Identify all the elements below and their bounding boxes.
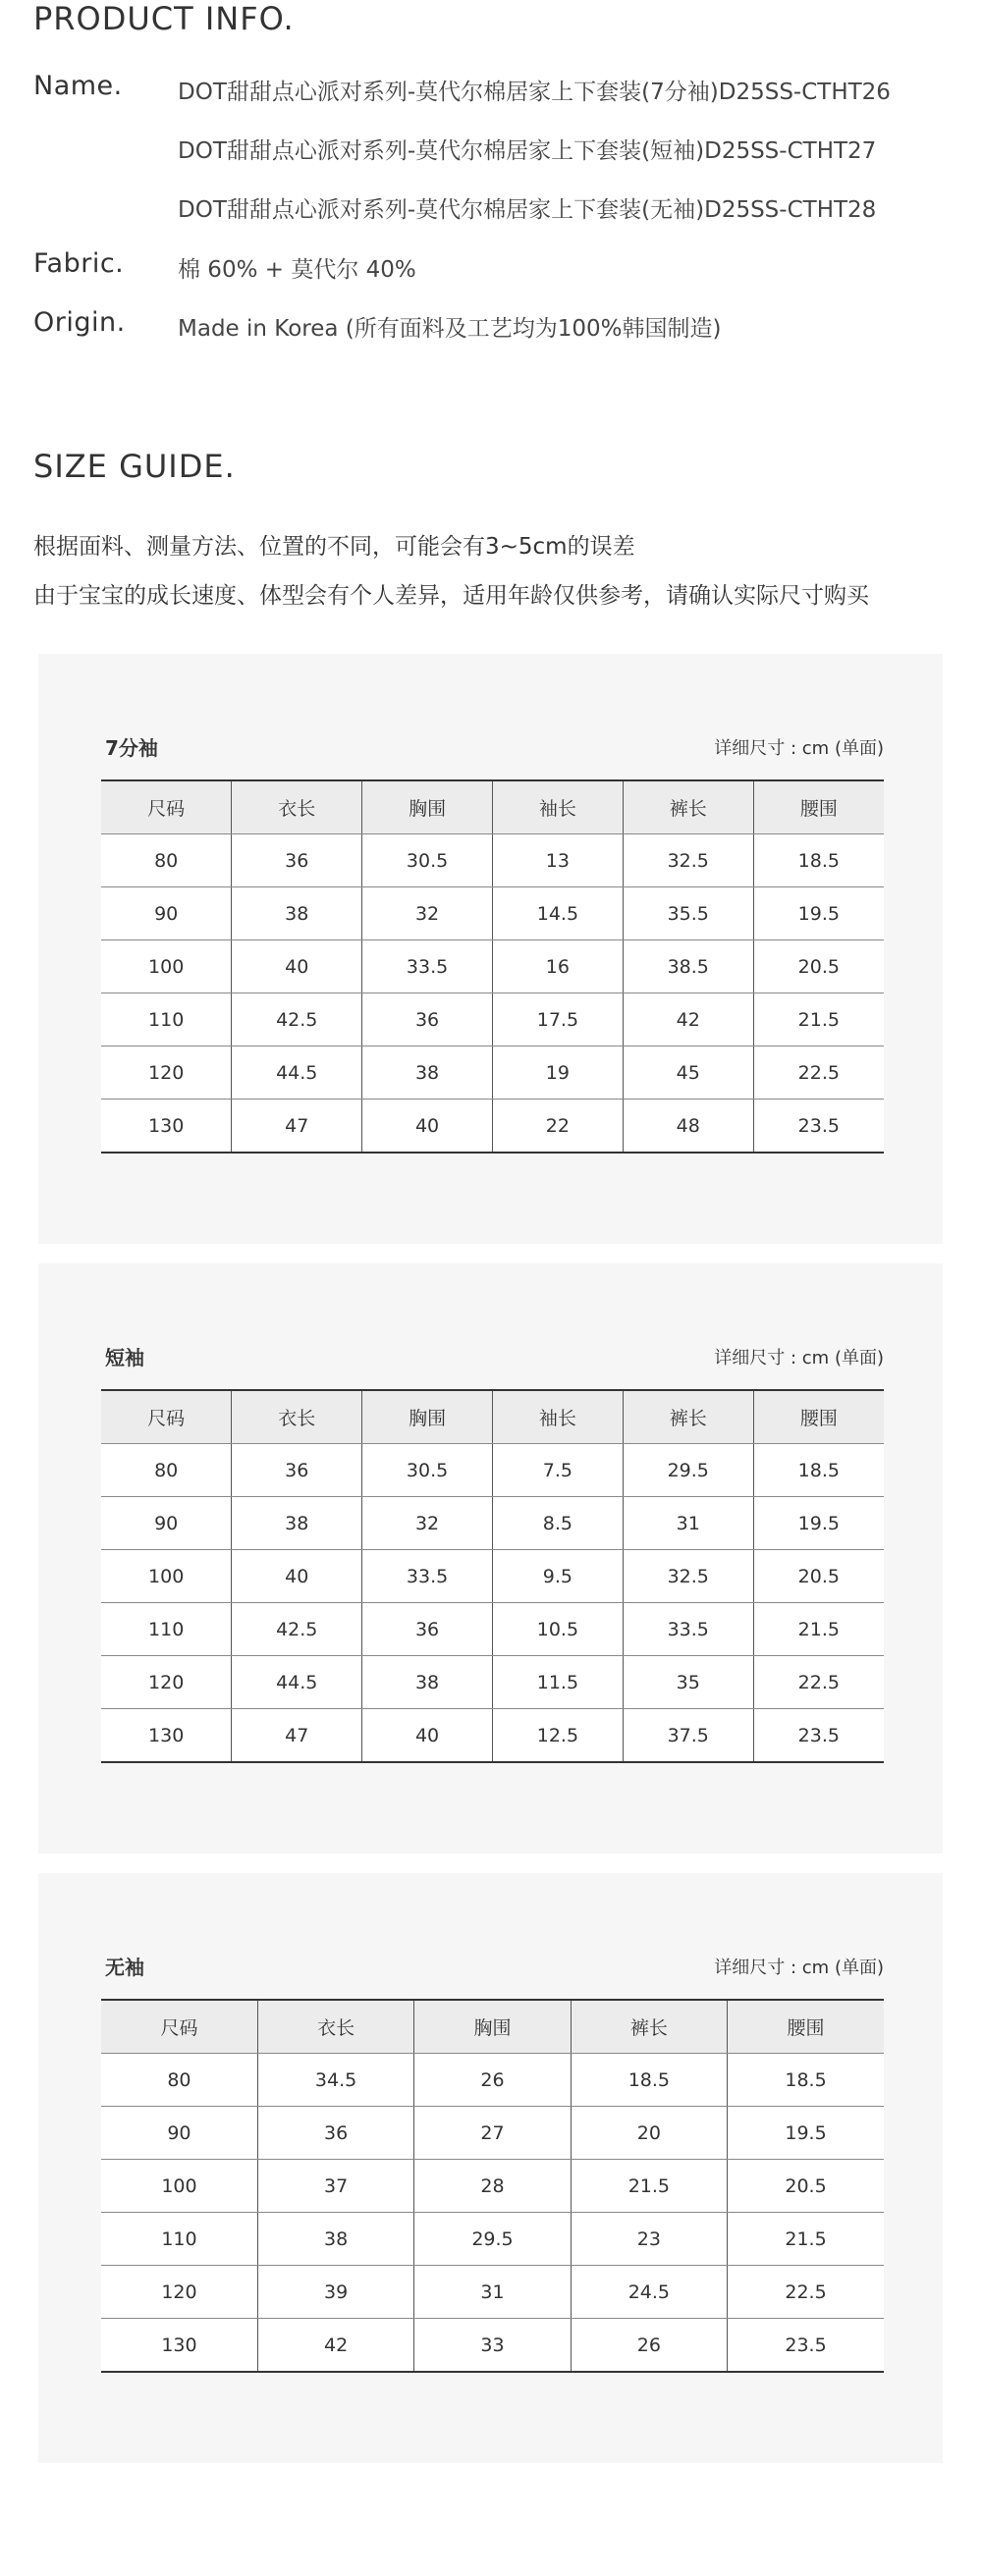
- table-cell: 18.5: [753, 1444, 884, 1497]
- table-cell: 36: [362, 1603, 493, 1656]
- column-header: 衣长: [232, 1390, 362, 1444]
- table-cell: 21.5: [753, 1603, 884, 1656]
- table-cell: 40: [232, 940, 362, 993]
- table-cell: 32.5: [623, 1550, 753, 1603]
- column-header: 裤长: [623, 1390, 753, 1444]
- table-row: [101, 887, 884, 940]
- table-cell: 38: [257, 2213, 413, 2266]
- product-name-1: DOT甜甜点心派对系列-莫代尔棉居家上下套装(7分袖)D25SS-CTHT26: [178, 80, 891, 105]
- column-header: 胸围: [362, 780, 493, 834]
- column-header: 胸围: [414, 2000, 571, 2054]
- table-cell: 20.5: [728, 2160, 884, 2213]
- table-cell: 23.5: [728, 2319, 884, 2373]
- table-row: [101, 2213, 884, 2266]
- size-table-title: 7分袖: [105, 736, 158, 760]
- table-cell: 37: [257, 2160, 413, 2213]
- table-cell: 22: [492, 1100, 623, 1154]
- table-cell: 38: [362, 1656, 493, 1709]
- table-cell: 21.5: [571, 2160, 727, 2213]
- size-table-title: 无袖: [105, 1956, 144, 1979]
- table-header-row: [101, 1390, 884, 1444]
- table-cell: 40: [362, 1709, 493, 1763]
- table-cell: 22.5: [753, 1046, 884, 1100]
- table-cell: 12.5: [492, 1709, 623, 1763]
- table-cell: 80: [101, 834, 232, 887]
- table-cell: 19.5: [728, 2107, 884, 2160]
- size-table: [101, 1999, 884, 2373]
- column-header: 裤长: [571, 2000, 727, 2054]
- table-cell: 27: [414, 2107, 571, 2160]
- table-cell: 19.5: [753, 1497, 884, 1550]
- fabric-label: Fabric.: [33, 248, 125, 279]
- table-cell: 110: [101, 2213, 257, 2266]
- table-cell: 100: [101, 2160, 257, 2213]
- table-cell: 24.5: [571, 2266, 727, 2319]
- table-cell: 7.5: [492, 1444, 623, 1497]
- table-cell: 130: [101, 2319, 257, 2373]
- table-cell: 23: [571, 2213, 727, 2266]
- table-cell: 17.5: [492, 993, 623, 1046]
- table-cell: 30.5: [362, 834, 493, 887]
- table-row: [101, 834, 884, 887]
- table-cell: 39: [257, 2266, 413, 2319]
- table-cell: 36: [232, 834, 362, 887]
- table-cell: 35.5: [623, 887, 753, 940]
- table-cell: 26: [571, 2319, 727, 2373]
- table-cell: 47: [232, 1100, 362, 1154]
- table-header-row: [101, 780, 884, 834]
- table-cell: 28: [414, 2160, 571, 2213]
- table-cell: 90: [101, 887, 232, 940]
- table-cell: 8.5: [492, 1497, 623, 1550]
- table-row: [101, 2107, 884, 2160]
- column-header: 衣长: [232, 780, 362, 834]
- column-header: 尺码: [101, 1390, 232, 1444]
- size-table-unit: 详细尺寸 : cm (单面): [714, 738, 884, 759]
- table-cell: 90: [101, 1497, 232, 1550]
- table-row: [101, 1550, 884, 1603]
- table-cell: 38: [232, 887, 362, 940]
- table-row: [101, 1709, 884, 1763]
- table-cell: 40: [232, 1550, 362, 1603]
- size-table: [101, 1389, 884, 1763]
- table-cell: 20: [571, 2107, 727, 2160]
- table-cell: 29.5: [414, 2213, 571, 2266]
- table-cell: 38: [232, 1497, 362, 1550]
- table-cell: 38.5: [623, 940, 753, 993]
- size-table-title: 短袖: [105, 1346, 144, 1369]
- table-row: [101, 1100, 884, 1154]
- table-row: [101, 2160, 884, 2213]
- size-table: [101, 779, 884, 1154]
- column-header: 腰围: [753, 1390, 884, 1444]
- table-cell: 38: [362, 1046, 493, 1100]
- table-cell: 19.5: [753, 887, 884, 940]
- table-cell: 18.5: [571, 2054, 727, 2107]
- column-header: 衣长: [257, 2000, 413, 2054]
- table-cell: 120: [101, 1656, 232, 1709]
- column-header: 尺码: [101, 780, 232, 834]
- origin-label: Origin.: [33, 307, 126, 338]
- column-header: 裤长: [623, 780, 753, 834]
- table-cell: 37.5: [623, 1709, 753, 1763]
- table-row: [101, 1656, 884, 1709]
- table-cell: 13: [492, 834, 623, 887]
- size-table-unit: 详细尺寸 : cm (单面): [714, 1348, 884, 1368]
- table-row: [101, 2319, 884, 2373]
- table-cell: 18.5: [728, 2054, 884, 2107]
- table-cell: 33.5: [362, 940, 493, 993]
- column-header: 袖长: [492, 1390, 623, 1444]
- table-cell: 32: [362, 1497, 493, 1550]
- table-cell: 23.5: [753, 1709, 884, 1763]
- table-cell: 48: [623, 1100, 753, 1154]
- table-cell: 31: [414, 2266, 571, 2319]
- table-row: [101, 1444, 884, 1497]
- product-info-title: PRODUCT INFO.: [33, 0, 295, 37]
- table-cell: 33.5: [623, 1603, 753, 1656]
- table-cell: 42.5: [232, 1603, 362, 1656]
- table-cell: 21.5: [753, 993, 884, 1046]
- column-header: 腰围: [753, 780, 884, 834]
- table-cell: 22.5: [728, 2266, 884, 2319]
- table-cell: 80: [101, 1444, 232, 1497]
- size-guide-title: SIZE GUIDE.: [33, 448, 236, 485]
- table-cell: 100: [101, 940, 232, 993]
- table-cell: 110: [101, 993, 232, 1046]
- size-table-panel: [38, 1263, 943, 1853]
- table-row: [101, 940, 884, 993]
- table-cell: 18.5: [753, 834, 884, 887]
- size-note-1: 根据面料、测量方法、位置的不同，可能会有3~5cm的误差: [33, 534, 635, 560]
- table-header-row: [101, 2000, 884, 2054]
- table-cell: 100: [101, 1550, 232, 1603]
- column-header: 腰围: [728, 2000, 884, 2054]
- table-cell: 26: [414, 2054, 571, 2107]
- table-cell: 36: [257, 2107, 413, 2160]
- table-cell: 16: [492, 940, 623, 993]
- size-note-2: 由于宝宝的成长速度、体型会有个人差异，适用年龄仅供参考，请确认实际尺寸购买: [33, 583, 869, 609]
- fabric-value: 棉 60% + 莫代尔 40%: [178, 257, 416, 283]
- table-cell: 42: [257, 2319, 413, 2373]
- table-cell: 34.5: [257, 2054, 413, 2107]
- table-cell: 30.5: [362, 1444, 493, 1497]
- table-cell: 35: [623, 1656, 753, 1709]
- table-cell: 120: [101, 1046, 232, 1100]
- table-cell: 80: [101, 2054, 257, 2107]
- product-name-2: DOT甜甜点心派对系列-莫代尔棉居家上下套装(短袖)D25SS-CTHT27: [178, 138, 877, 164]
- table-cell: 9.5: [492, 1550, 623, 1603]
- table-cell: 110: [101, 1603, 232, 1656]
- table-cell: 36: [232, 1444, 362, 1497]
- table-cell: 130: [101, 1709, 232, 1763]
- table-cell: 36: [362, 993, 493, 1046]
- table-cell: 42: [623, 993, 753, 1046]
- table-cell: 45: [623, 1046, 753, 1100]
- table-cell: 47: [232, 1709, 362, 1763]
- table-cell: 20.5: [753, 1550, 884, 1603]
- table-cell: 29.5: [623, 1444, 753, 1497]
- table-cell: 44.5: [232, 1046, 362, 1100]
- table-cell: 21.5: [728, 2213, 884, 2266]
- product-name-3: DOT甜甜点心派对系列-莫代尔棉居家上下套装(无袖)D25SS-CTHT28: [178, 197, 877, 223]
- table-cell: 120: [101, 2266, 257, 2319]
- table-cell: 90: [101, 2107, 257, 2160]
- column-header: 袖长: [492, 780, 623, 834]
- table-row: [101, 1497, 884, 1550]
- table-cell: 22.5: [753, 1656, 884, 1709]
- table-cell: 130: [101, 1100, 232, 1154]
- size-table-panel: [38, 654, 943, 1244]
- name-label: Name.: [33, 71, 123, 101]
- table-row: [101, 2266, 884, 2319]
- table-cell: 11.5: [492, 1656, 623, 1709]
- column-header: 尺码: [101, 2000, 257, 2054]
- table-cell: 19: [492, 1046, 623, 1100]
- table-cell: 42.5: [232, 993, 362, 1046]
- size-table-panel: [38, 1873, 943, 2463]
- table-cell: 23.5: [753, 1100, 884, 1154]
- table-row: [101, 1046, 884, 1100]
- column-header: 胸围: [362, 1390, 493, 1444]
- table-cell: 33.5: [362, 1550, 493, 1603]
- table-cell: 20.5: [753, 940, 884, 993]
- table-cell: 31: [623, 1497, 753, 1550]
- table-cell: 33: [414, 2319, 571, 2373]
- origin-value: Made in Korea (所有面料及工艺均为100%韩国制造): [178, 316, 722, 342]
- table-cell: 40: [362, 1100, 493, 1154]
- table-row: [101, 2054, 884, 2107]
- table-cell: 10.5: [492, 1603, 623, 1656]
- table-cell: 32.5: [623, 834, 753, 887]
- table-cell: 32: [362, 887, 493, 940]
- size-table-unit: 详细尺寸 : cm (单面): [714, 1958, 884, 1978]
- table-row: [101, 1603, 884, 1656]
- table-cell: 14.5: [492, 887, 623, 940]
- table-row: [101, 993, 884, 1046]
- table-cell: 44.5: [232, 1656, 362, 1709]
